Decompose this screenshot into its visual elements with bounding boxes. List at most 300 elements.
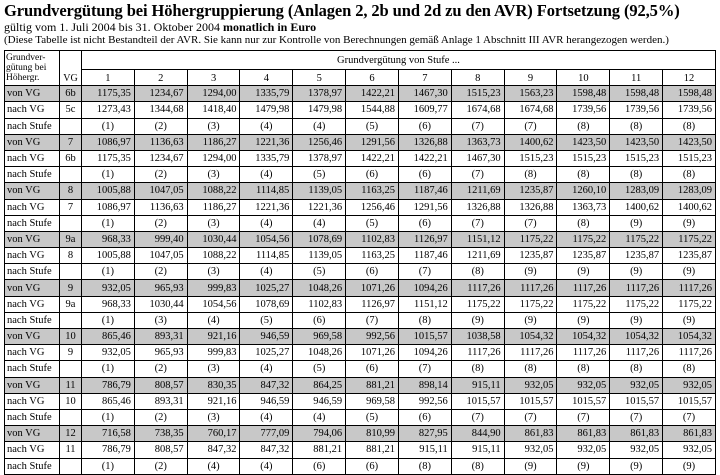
amount-cell: 1175,22 [557,296,610,312]
table-row-to [5,345,716,361]
row-label: nach VG [5,150,60,166]
step-cell: (2) [134,167,187,183]
amount-cell: 1739,56 [663,102,716,118]
amount-cell: 1598,48 [557,86,610,102]
amount-cell: 847,32 [187,442,240,458]
step-cell: (3) [134,312,187,328]
amount-cell: 915,11 [398,442,451,458]
amount-cell: 861,83 [504,426,557,442]
amount-cell: 1515,23 [504,150,557,166]
step-cell: (1) [82,361,135,377]
amount-cell: 865,46 [82,329,135,345]
stufe-header-2: 2 [134,70,187,86]
amount-cell: 1235,87 [557,248,610,264]
step-cell: (8) [610,361,663,377]
amount-cell: 1094,26 [398,280,451,296]
step-cell: (3) [187,264,240,280]
amount-cell: 1400,62 [504,134,557,150]
amount-cell: 1117,26 [557,345,610,361]
amount-cell: 881,21 [346,377,399,393]
amount-cell: 1151,12 [398,296,451,312]
amount-cell: 1015,57 [398,329,451,345]
step-cell: (1) [82,118,135,134]
vg-cell-empty [60,312,82,328]
step-cell: (7) [451,215,504,231]
step-cell: (5) [240,312,293,328]
amount-cell: 1335,79 [240,86,293,102]
stufe-header-5: 5 [293,70,346,86]
table-row-to [5,199,716,215]
vg-cell-empty [60,118,82,134]
salary-table [4,50,716,475]
table-row-from [5,86,716,102]
amount-cell: 1467,30 [451,150,504,166]
amount-cell: 1025,27 [240,345,293,361]
amount-cell: 1674,68 [504,102,557,118]
amount-cell: 1175,22 [504,231,557,247]
amount-cell: 1235,87 [504,183,557,199]
row-label: von VG [5,183,60,199]
amount-cell: 1088,22 [187,183,240,199]
row-label: nach VG [5,248,60,264]
stufen-number-row [5,70,716,86]
row-label: nach VG [5,393,60,409]
step-cell: (4) [240,409,293,425]
step-cell: (8) [557,215,610,231]
amount-cell: 1294,00 [187,86,240,102]
table-row-step [5,409,716,425]
step-cell: (8) [610,167,663,183]
row-label: von VG [5,329,60,345]
step-cell: (7) [451,167,504,183]
step-cell: (9) [557,458,610,474]
step-cell: (7) [398,264,451,280]
stufe-header-4: 4 [240,70,293,86]
amount-cell: 808,57 [134,442,187,458]
amount-cell: 1515,23 [610,150,663,166]
amount-cell: 1054,32 [610,329,663,345]
amount-cell: 1378,97 [293,150,346,166]
step-cell: (2) [134,458,187,474]
amount-cell: 932,05 [82,345,135,361]
step-cell: (5) [346,215,399,231]
amount-cell: 969,58 [293,329,346,345]
amount-cell: 1422,21 [346,150,399,166]
amount-cell: 946,59 [293,393,346,409]
stufen-header: Grundvergütung von Stufe ... [82,51,716,70]
row-label: nach Stufe [5,167,60,183]
step-cell: (2) [134,409,187,425]
step-cell: (4) [240,167,293,183]
amount-cell: 1175,22 [663,296,716,312]
amount-cell: 1015,57 [451,393,504,409]
amount-cell: 1221,36 [293,199,346,215]
amount-cell: 1086,97 [82,199,135,215]
step-cell: (8) [557,361,610,377]
amount-cell: 1126,97 [346,296,399,312]
vg-cell: 6b [60,150,82,166]
vg-cell: 9a [60,231,82,247]
step-cell: (4) [187,458,240,474]
amount-cell: 1030,44 [187,231,240,247]
validity-line [4,20,716,34]
amount-cell: 992,56 [346,329,399,345]
step-cell: (2) [134,264,187,280]
step-cell: (9) [663,312,716,328]
step-cell: (8) [398,312,451,328]
amount-cell: 1054,56 [240,231,293,247]
amount-cell: 915,11 [451,442,504,458]
amount-cell: 1739,56 [610,102,663,118]
table-body [5,86,716,475]
table-row-to [5,102,716,118]
step-cell: (2) [134,361,187,377]
amount-cell: 1088,22 [187,248,240,264]
amount-cell: 716,58 [82,426,135,442]
amount-cell: 1117,26 [663,345,716,361]
amount-cell: 1186,27 [187,134,240,150]
step-cell: (1) [82,215,135,231]
amount-cell: 1078,69 [293,231,346,247]
amount-cell: 808,57 [134,377,187,393]
stufe-header-6: 6 [346,70,399,86]
row-label: von VG [5,86,60,102]
step-cell: (7) [663,409,716,425]
amount-cell: 1235,87 [663,248,716,264]
vg-cell-empty [60,458,82,474]
table-row-step [5,361,716,377]
step-cell: (9) [557,264,610,280]
vg-cell: 11 [60,377,82,393]
amount-cell: 1221,36 [240,134,293,150]
disclaimer-note: (Diese Tabelle ist nicht Bestandteil der AVR. Sie kann nur zur Kontrolle von Berechnungen gemäß Anlage 1 Abschnitt III AVR herangezogen werden.) [4,34,669,46]
vg-cell: 7 [60,199,82,215]
table-row-step [5,264,716,280]
row-label: nach Stufe [5,458,60,474]
amount-cell: 932,05 [610,377,663,393]
amount-cell: 1136,63 [134,199,187,215]
amount-cell: 760,17 [187,426,240,442]
amount-cell: 1117,26 [451,345,504,361]
step-cell: (1) [82,409,135,425]
step-cell: (5) [346,118,399,134]
step-cell: (8) [557,118,610,134]
step-cell: (9) [610,458,663,474]
step-cell: (4) [293,118,346,134]
amount-cell: 932,05 [82,280,135,296]
amount-cell: 1094,26 [398,345,451,361]
step-cell: (7) [504,118,557,134]
amount-cell: 999,83 [187,280,240,296]
vg-cell: 10 [60,393,82,409]
amount-cell: 1136,63 [134,134,187,150]
amount-cell: 1117,26 [504,280,557,296]
step-cell: (9) [504,312,557,328]
vg-cell: 8 [60,183,82,199]
step-cell: (5) [293,264,346,280]
amount-cell: 1423,50 [663,134,716,150]
amount-cell: 1078,69 [240,296,293,312]
step-cell: (8) [451,264,504,280]
amount-cell: 1175,22 [663,231,716,247]
amount-cell: 921,16 [187,393,240,409]
table-row-from [5,426,716,442]
step-cell: (4) [293,409,346,425]
step-cell: (9) [610,264,663,280]
amount-cell: 999,83 [187,345,240,361]
amount-cell: 1423,50 [557,134,610,150]
step-cell: (8) [398,458,451,474]
amount-cell: 1363,73 [451,134,504,150]
step-cell: (8) [610,118,663,134]
step-cell: (9) [610,312,663,328]
amount-cell: 847,32 [240,377,293,393]
amount-cell: 1117,26 [610,345,663,361]
row-label: nach Stufe [5,409,60,425]
row-label: nach VG [5,442,60,458]
amount-cell: 968,33 [82,296,135,312]
step-cell: (9) [451,312,504,328]
amount-cell: 1479,98 [240,102,293,118]
amount-cell: 1114,85 [240,248,293,264]
amount-cell: 965,93 [134,280,187,296]
amount-cell: 1400,62 [663,199,716,215]
amount-cell: 1234,67 [134,150,187,166]
vg-cell: 6b [60,86,82,102]
amount-cell: 1291,56 [346,134,399,150]
table-row-to [5,150,716,166]
step-cell: (6) [293,458,346,474]
amount-cell: 1117,26 [610,280,663,296]
amount-cell: 864,25 [293,377,346,393]
amount-cell: 1400,62 [610,199,663,215]
amount-cell: 921,16 [187,329,240,345]
amount-cell: 847,32 [240,442,293,458]
amount-cell: 861,83 [610,426,663,442]
amount-cell: 1175,35 [82,86,135,102]
vg-column-header: VG [60,51,82,86]
step-cell: (5) [293,361,346,377]
amount-cell: 844,90 [451,426,504,442]
step-cell: (9) [610,215,663,231]
amount-cell: 1054,32 [663,329,716,345]
amount-cell: 865,46 [82,393,135,409]
amount-cell: 786,79 [82,442,135,458]
amount-cell: 992,56 [398,393,451,409]
amount-cell: 881,21 [293,442,346,458]
stufe-header-10: 10 [557,70,610,86]
amount-cell: 1609,77 [398,102,451,118]
amount-cell: 893,31 [134,329,187,345]
table-row-to [5,296,716,312]
amount-cell: 1102,83 [346,231,399,247]
step-cell: (9) [663,264,716,280]
amount-cell: 968,33 [82,231,135,247]
row-label: von VG [5,134,60,150]
vg-cell: 5c [60,102,82,118]
step-cell: (3) [187,215,240,231]
step-cell: (6) [398,215,451,231]
amount-cell: 969,58 [346,393,399,409]
table-row-from [5,329,716,345]
amount-cell: 1544,88 [346,102,399,118]
amount-cell: 1175,35 [82,150,135,166]
vg-cell: 9a [60,296,82,312]
amount-cell: 1739,56 [557,102,610,118]
amount-cell: 827,95 [398,426,451,442]
step-cell: (8) [451,361,504,377]
table-row-from [5,280,716,296]
amount-cell: 1326,88 [504,199,557,215]
table-row-step [5,167,716,183]
amount-cell: 1674,68 [451,102,504,118]
vg-cell: 9 [60,280,82,296]
step-cell: (6) [346,264,399,280]
amount-cell: 1294,00 [187,150,240,166]
amount-cell: 1047,05 [134,248,187,264]
vg-cell: 10 [60,329,82,345]
step-cell: (3) [187,361,240,377]
amount-cell: 1163,25 [346,183,399,199]
amount-cell: 932,05 [610,442,663,458]
row-label: nach Stufe [5,312,60,328]
row-label: nach VG [5,296,60,312]
vg-cell: 9 [60,345,82,361]
amount-cell: 1515,23 [663,150,716,166]
amount-cell: 1175,22 [610,231,663,247]
step-cell: (6) [346,361,399,377]
amount-cell: 1047,05 [134,183,187,199]
vg-cell: 12 [60,426,82,442]
amount-cell: 861,83 [663,426,716,442]
amount-cell: 1423,50 [610,134,663,150]
table-row-from [5,134,716,150]
amount-cell: 1139,05 [293,183,346,199]
step-cell: (8) [451,458,504,474]
table-row-to [5,393,716,409]
vg-cell: 11 [60,442,82,458]
amount-cell: 1598,48 [610,86,663,102]
step-cell: (8) [504,167,557,183]
step-cell: (6) [346,458,399,474]
amount-cell: 893,31 [134,393,187,409]
step-cell: (9) [504,264,557,280]
vg-cell-empty [60,215,82,231]
amount-cell: 1515,23 [557,150,610,166]
amount-cell: 1273,43 [82,102,135,118]
step-cell: (7) [451,409,504,425]
amount-cell: 1326,88 [398,134,451,150]
step-cell: (7) [504,409,557,425]
step-cell: (4) [240,264,293,280]
validity-text: gültig vom 1. Juli 2004 bis 31. Oktober 2004 [4,20,223,34]
stufe-header-12: 12 [663,70,716,86]
amount-cell: 1175,22 [610,296,663,312]
amount-cell: 1175,22 [557,231,610,247]
amount-cell: 830,35 [187,377,240,393]
step-cell: (2) [134,118,187,134]
amount-cell: 1126,97 [398,231,451,247]
amount-cell: 1117,26 [451,280,504,296]
vg-cell: 8 [60,248,82,264]
amount-cell: 1291,56 [398,199,451,215]
row-label: von VG [5,280,60,296]
amount-cell: 1344,68 [134,102,187,118]
amount-cell: 1283,09 [663,183,716,199]
step-cell: (4) [240,118,293,134]
amount-cell: 946,59 [240,393,293,409]
amount-cell: 1015,57 [663,393,716,409]
amount-cell: 1363,73 [557,199,610,215]
step-cell: (4) [187,312,240,328]
row-label: nach VG [5,199,60,215]
step-cell: (7) [346,312,399,328]
amount-cell: 1187,46 [398,183,451,199]
amount-cell: 1186,27 [187,199,240,215]
amount-cell: 1175,22 [451,296,504,312]
amount-cell: 810,99 [346,426,399,442]
amount-cell: 946,59 [240,329,293,345]
amount-cell: 1221,36 [240,199,293,215]
amount-cell: 1211,69 [451,183,504,199]
amount-cell: 1335,79 [240,150,293,166]
amount-cell: 1378,97 [293,86,346,102]
amount-cell: 999,40 [134,231,187,247]
row-label: von VG [5,231,60,247]
vg-cell-empty [60,167,82,183]
step-cell: (8) [663,167,716,183]
vg-cell-empty [60,264,82,280]
amount-cell: 1054,32 [504,329,557,345]
amount-cell: 1326,88 [451,199,504,215]
amount-cell: 1038,58 [451,329,504,345]
amount-cell: 1163,25 [346,248,399,264]
amount-cell: 738,35 [134,426,187,442]
amount-cell: 932,05 [504,377,557,393]
amount-cell: 1015,57 [504,393,557,409]
amount-cell: 1139,05 [293,248,346,264]
step-cell: (4) [240,361,293,377]
amount-cell: 932,05 [557,442,610,458]
amount-cell: 1422,21 [398,150,451,166]
step-cell: (9) [504,458,557,474]
amount-cell: 786,79 [82,377,135,393]
amount-cell: 965,93 [134,345,187,361]
stufe-header-8: 8 [451,70,504,86]
table-row-step [5,118,716,134]
step-cell: (9) [663,458,716,474]
amount-cell: 1005,88 [82,248,135,264]
table-row-step [5,312,716,328]
table-row-to [5,248,716,264]
amount-cell: 1256,46 [293,134,346,150]
amount-cell: 1563,23 [504,86,557,102]
amount-cell: 1211,69 [451,248,504,264]
amount-cell: 1114,85 [240,183,293,199]
step-cell: (9) [557,312,610,328]
amount-cell: 1071,26 [346,345,399,361]
amount-cell: 1467,30 [398,86,451,102]
amount-cell: 1015,57 [610,393,663,409]
amount-cell: 1117,26 [504,345,557,361]
step-cell: (6) [293,312,346,328]
amount-cell: 1030,44 [134,296,187,312]
amount-cell: 1598,48 [663,86,716,102]
amount-cell: 794,06 [293,426,346,442]
step-cell: (8) [504,361,557,377]
amount-cell: 1235,87 [504,248,557,264]
amount-cell: 932,05 [504,442,557,458]
